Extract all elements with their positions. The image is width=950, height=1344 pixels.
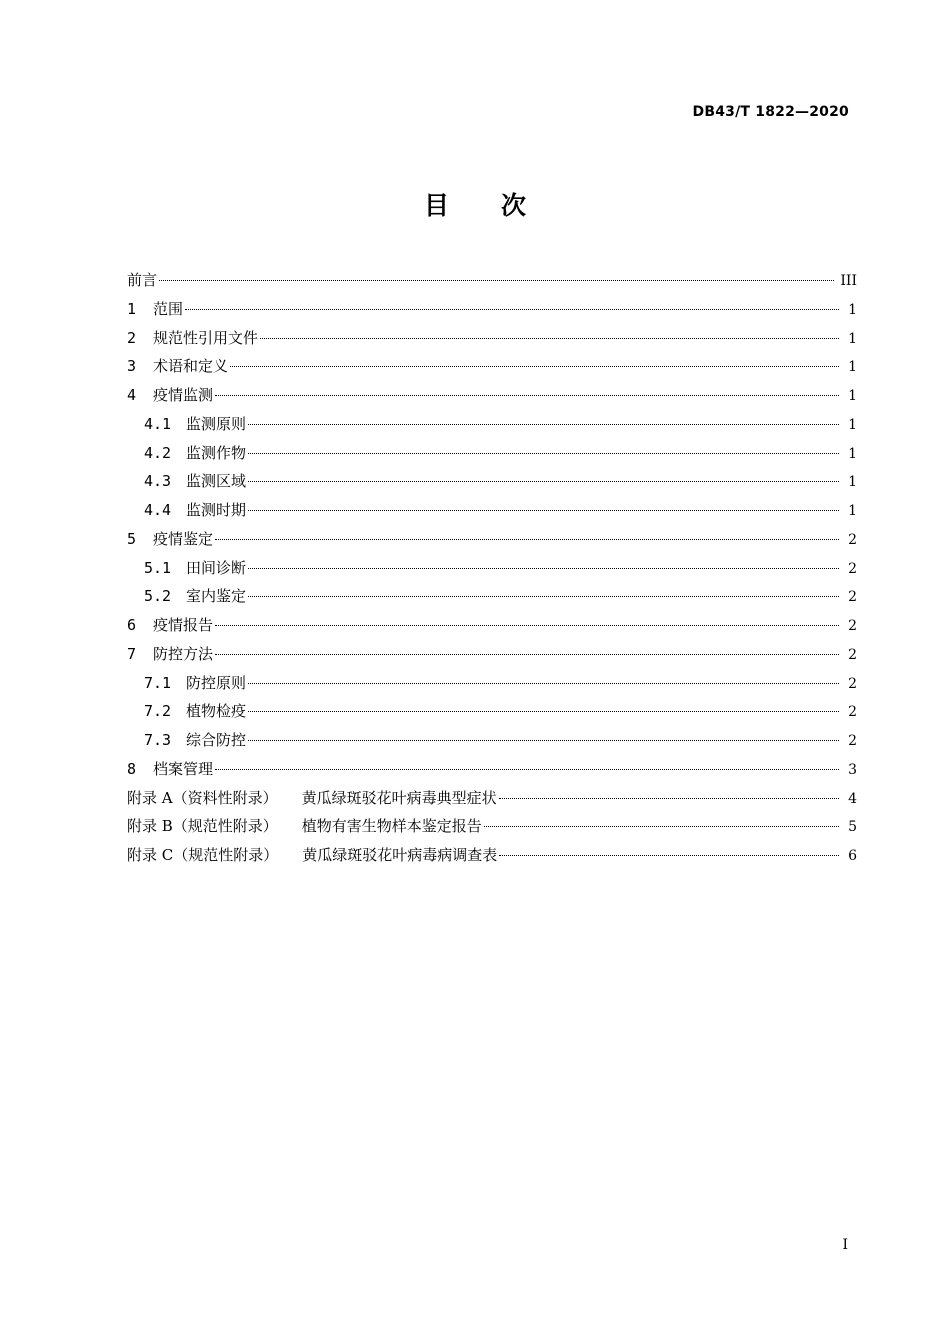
toc-entry-label: 防控方法 xyxy=(153,644,214,663)
toc-entry-page: 3 xyxy=(848,761,857,778)
toc-entry[interactable] xyxy=(127,582,857,611)
toc-appendix-title: 黄瓜绿斑驳花叶病毒典型症状 xyxy=(301,788,497,807)
page-title xyxy=(0,186,950,222)
toc-entry-label: 室内鉴定 xyxy=(186,587,247,606)
toc-entry-page: 1 xyxy=(848,445,857,462)
toc-entry-number: 5 xyxy=(127,529,137,548)
toc-entry-number: 3 xyxy=(127,357,137,376)
toc-entry-label: 疫情鉴定 xyxy=(153,529,214,548)
toc-entry-number: 4.4 xyxy=(144,501,172,519)
toc-entry-page: 1 xyxy=(848,330,857,347)
toc-entry-label: 前言 xyxy=(127,271,158,289)
toc-entry-page: 2 xyxy=(848,704,857,721)
toc-dot-leader xyxy=(185,309,839,310)
toc-dot-leader xyxy=(159,280,834,281)
toc-entry-label: 术语和定义 xyxy=(153,357,229,376)
toc-entry-label: 附录 A（资料性附录） xyxy=(127,788,278,807)
toc-dot-leader xyxy=(248,424,839,425)
toc-entry-number: 6 xyxy=(127,616,137,634)
toc-entry[interactable] xyxy=(127,611,857,640)
toc-entry-page: 1 xyxy=(848,503,857,519)
toc-entry-page: 2 xyxy=(848,646,857,663)
toc-entry[interactable] xyxy=(127,324,857,353)
toc-entry-label: 监测作物 xyxy=(186,443,247,462)
toc-entry[interactable] xyxy=(127,381,857,410)
toc-dot-leader xyxy=(248,568,839,569)
toc-entry[interactable] xyxy=(127,784,857,813)
toc-entry-label: 田间诊断 xyxy=(186,558,247,577)
toc-dot-leader xyxy=(215,539,839,540)
toc-entry-number: 7.2 xyxy=(144,702,172,721)
toc-entry-number: 1 xyxy=(127,299,137,318)
title-char-2: 次 xyxy=(501,191,527,220)
toc-entry[interactable] xyxy=(127,525,857,554)
toc-dot-leader xyxy=(248,711,839,712)
toc-entry-number: 4.1 xyxy=(144,414,172,433)
toc-appendix-title: 植物有害生物样本鉴定报告 xyxy=(301,817,482,836)
toc-entry-page: 1 xyxy=(848,416,857,433)
toc-dot-leader xyxy=(230,366,839,367)
toc-entry-page: 2 xyxy=(848,675,857,692)
toc-entry[interactable] xyxy=(127,295,857,324)
toc-entry[interactable] xyxy=(127,726,857,755)
toc-appendix-title: 黄瓜绿斑驳花叶病毒病调查表 xyxy=(302,846,498,864)
toc-entry[interactable] xyxy=(127,439,857,468)
toc-dot-leader xyxy=(499,798,839,799)
toc-entry[interactable] xyxy=(127,266,857,295)
toc-entry[interactable] xyxy=(127,352,857,381)
toc-entry[interactable] xyxy=(127,554,857,583)
toc-entry-page: 2 xyxy=(848,618,857,634)
toc-dot-leader xyxy=(215,769,839,770)
toc-entry-label: 档案管理 xyxy=(153,759,214,778)
toc-entry-number: 5.1 xyxy=(144,558,172,577)
toc-entry-page: 1 xyxy=(848,359,857,376)
toc-entry-number: 4.2 xyxy=(144,443,172,462)
toc-entry-label: 范围 xyxy=(153,299,184,318)
toc-entry-page: 4 xyxy=(848,790,857,807)
page-number: I xyxy=(842,1237,848,1253)
toc-entry-number: 7 xyxy=(127,644,137,663)
toc-entry[interactable] xyxy=(127,841,857,870)
toc-dot-leader xyxy=(484,826,839,827)
toc-entry-page: 1 xyxy=(848,301,857,318)
toc-entry-number: 7.1 xyxy=(144,673,172,692)
toc-entry-label: 监测区域 xyxy=(186,472,247,491)
toc-entry-label: 综合防控 xyxy=(186,731,247,749)
toc-entry-page: 2 xyxy=(848,560,857,577)
toc-entry-label: 附录 C（规范性附录） xyxy=(127,846,279,864)
toc-entry[interactable] xyxy=(127,467,857,496)
toc-dot-leader xyxy=(248,683,839,684)
table-of-contents xyxy=(127,266,857,870)
toc-entry-label: 监测时期 xyxy=(186,501,247,519)
toc-entry-page: 1 xyxy=(848,474,857,491)
toc-entry-page: 1 xyxy=(848,388,857,404)
toc-entry-page: 2 xyxy=(848,733,857,749)
toc-dot-leader xyxy=(248,481,839,482)
toc-entry[interactable] xyxy=(127,410,857,439)
document-code: DB43/T 1822—2020 xyxy=(692,104,849,120)
toc-entry-label: 监测原则 xyxy=(186,414,247,433)
toc-dot-leader xyxy=(215,625,839,626)
toc-dot-leader xyxy=(248,453,839,454)
toc-entry[interactable] xyxy=(127,812,857,841)
toc-entry[interactable] xyxy=(127,496,857,525)
toc-entry-page: 5 xyxy=(848,819,857,836)
toc-dot-leader xyxy=(499,855,839,856)
toc-entry-label: 附录 B（规范性附录） xyxy=(127,817,278,836)
toc-entry[interactable] xyxy=(127,755,857,784)
toc-dot-leader xyxy=(215,395,839,396)
toc-entry-label: 疫情监测 xyxy=(153,386,214,404)
toc-entry-page: III xyxy=(840,273,857,289)
toc-dot-leader xyxy=(248,596,839,597)
toc-entry[interactable] xyxy=(127,640,857,669)
toc-entry-number: 7.3 xyxy=(144,731,172,749)
toc-entry-page: 2 xyxy=(848,589,857,606)
toc-entry[interactable] xyxy=(127,697,857,726)
toc-entry-number: 4.3 xyxy=(144,472,172,491)
toc-dot-leader xyxy=(248,510,839,511)
toc-dot-leader xyxy=(215,654,839,655)
title-char-1: 目 xyxy=(423,191,449,220)
toc-entry-label: 规范性引用文件 xyxy=(153,328,259,347)
toc-entry-number: 5.2 xyxy=(144,587,172,606)
toc-entry-label: 疫情报告 xyxy=(153,616,214,634)
toc-dot-leader xyxy=(260,338,839,339)
toc-entry-page: 2 xyxy=(848,531,857,548)
toc-entry[interactable] xyxy=(127,669,857,698)
toc-entry-label: 防控原则 xyxy=(186,673,247,692)
toc-entry-number: 2 xyxy=(127,328,137,347)
toc-dot-leader xyxy=(248,740,839,741)
toc-entry-number: 4 xyxy=(127,386,137,404)
toc-entry-label: 植物检疫 xyxy=(186,702,247,721)
toc-entry-page: 6 xyxy=(848,848,857,864)
toc-entry-number: 8 xyxy=(127,759,137,778)
